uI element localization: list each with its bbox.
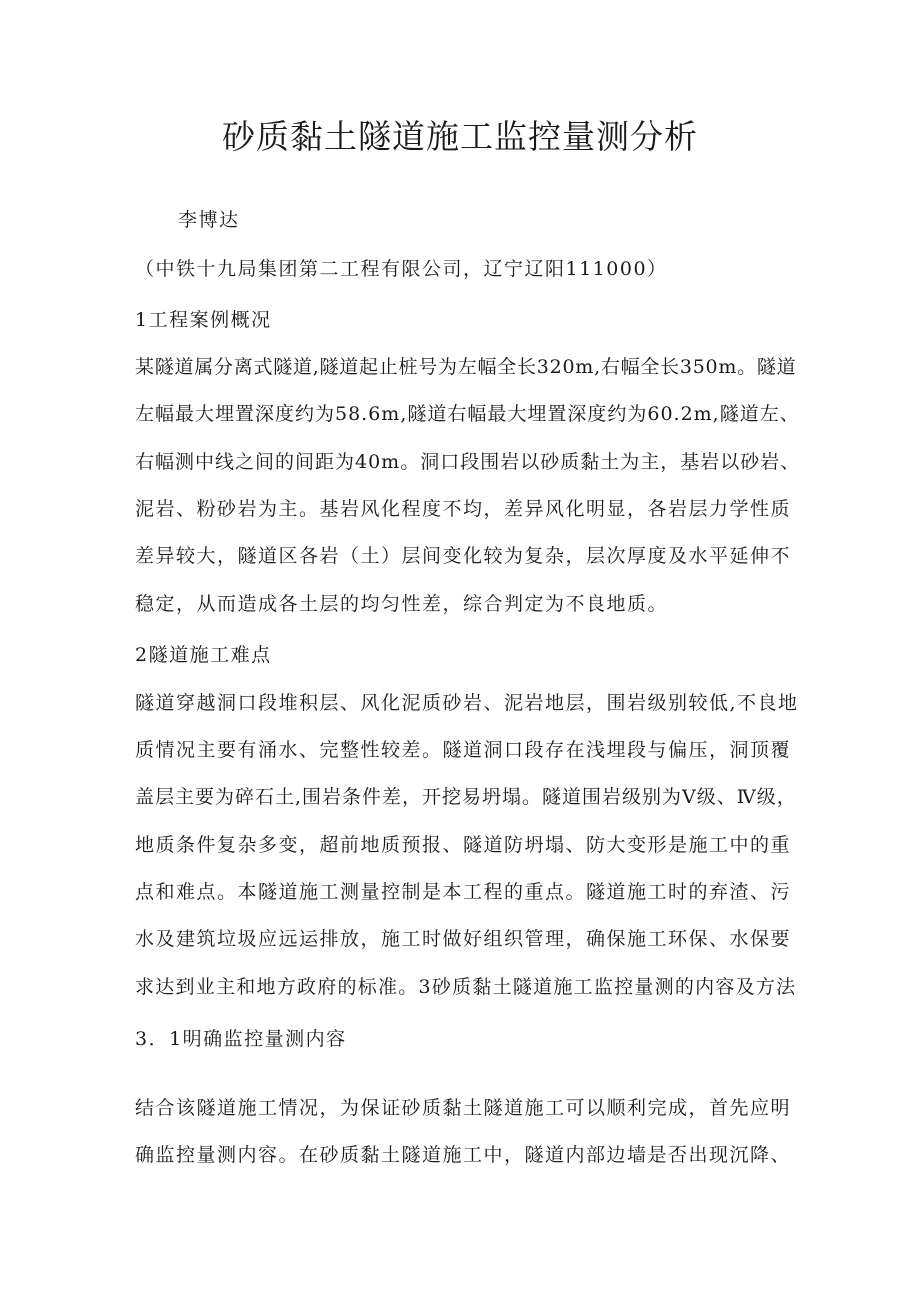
body-line: 点和难点。本隧道施工测量控制是本工程的重点。隧道施工时的弃渣、污 (135, 881, 792, 903)
body-line: 结合该隧道施工情况，为保证砂质黏土隧道施工可以顺利完成，首先应明 (135, 1097, 792, 1119)
body-line: 质情况主要有涌水、完整性较差。隧道洞口段存在浅埋段与偏压，洞顶覆 (135, 739, 792, 761)
subsection-heading-3-1: 3．1明确监控量测内容 (135, 1028, 347, 1050)
body-line: 盖层主要为碎石土,围岩条件差，开挖易坍塌。隧道围岩级别为Ⅴ级、Ⅳ级， (135, 786, 797, 808)
body-line: 确监控量测内容。在砂质黏土隧道施工中，隧道内部边墙是否出现沉降、 (135, 1144, 792, 1166)
body-line: 泥岩、粉砂岩为主。基岩风化程度不均，差异风化明显，各岩层力学性质 (135, 498, 792, 520)
body-line: 求达到业主和地方政府的标准。3砂质黏土隧道施工监控量测的内容及方法 (135, 976, 797, 998)
body-line: 稳定，从而造成各土层的均匀性差，综合判定为不良地质。 (135, 593, 669, 615)
body-line: 左幅最大埋置深度约为58.6m,隧道右幅最大埋置深度约为60.2m,隧道左、 (135, 403, 800, 425)
body-line: 隧道穿越洞口段堆积层、风化泥质砂岩、泥岩地层，围岩级别较低,不良地 (135, 692, 799, 714)
body-line: 差异较大，隧道区各岩（土）层间变化较为复杂，层次厚度及水平延伸不 (135, 545, 792, 567)
body-line: 水及建筑垃圾应远运排放，施工时做好组织管理，确保施工环保、水保要 (135, 928, 792, 950)
body-line: 右幅测中线之间的间距为40m。洞口段围岩以砂质黏土为主，基岩以砂岩、 (135, 451, 801, 473)
section-heading-2: 2隧道施工难点 (135, 644, 272, 666)
author-affiliation: （中铁十九局集团第二工程有限公司，辽宁辽阳111000） (135, 258, 668, 280)
document-title: 砂质黏土隧道施工监控量测分析 (222, 117, 698, 156)
body-line: 地质条件复杂多变，超前地质预报、隧道防坍塌、防大变形是施工中的重 (135, 834, 792, 856)
section-heading-1: 1工程案例概况 (135, 309, 272, 331)
body-line: 某隧道属分离式隧道,隧道起止桩号为左幅全长320m,右幅全长350m。隧道 (135, 356, 797, 378)
author-name: 李博达 (178, 209, 240, 231)
